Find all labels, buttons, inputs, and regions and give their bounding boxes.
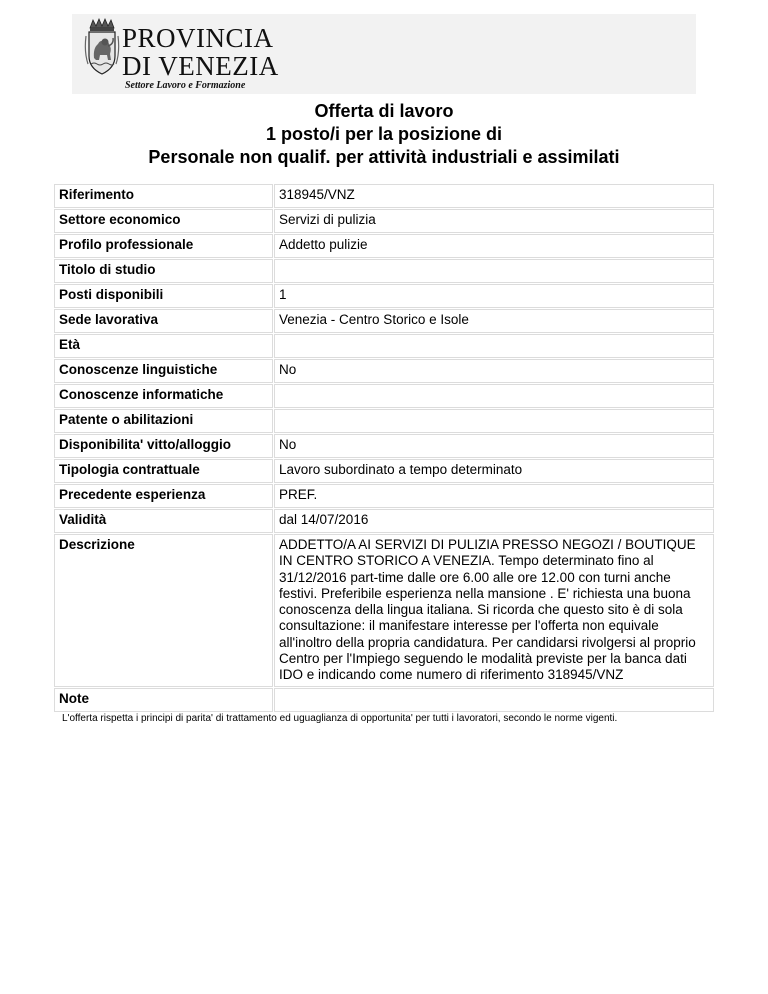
table-row-sede-lavorativa [54, 309, 714, 333]
job-details-table [53, 183, 715, 713]
field-label: Disponibilita' vitto/alloggio [54, 434, 273, 458]
table-row-titolo-di-studio [54, 259, 714, 283]
field-label: Conoscenze linguistiche [54, 359, 273, 383]
field-label: Conoscenze informatiche [54, 384, 273, 408]
equal-opportunity-note: L'offerta rispetta i principi di parita' di trattamento ed uguaglianza di opportunita' per tutti i lavoratori, secondo le norme vigenti. [62, 713, 618, 724]
table-row-note [54, 688, 714, 712]
field-label: Validità [54, 509, 273, 533]
field-value: Addetto pulizie [274, 234, 714, 258]
field-label: Età [54, 334, 273, 358]
table-row-riferimento [54, 184, 714, 208]
table-row-validita [54, 509, 714, 533]
field-label: Riferimento [54, 184, 273, 208]
field-label: Note [54, 688, 273, 712]
table-row-patente-o-abilitazioni [54, 409, 714, 433]
field-label: Patente o abilitazioni [54, 409, 273, 433]
field-label: Sede lavorativa [54, 309, 273, 333]
title-line3: Personale non qualif. per attività industriali e assimilati [148, 147, 620, 167]
table-row-settore-economico [54, 209, 714, 233]
table-row-profilo-professionale [54, 234, 714, 258]
field-value: No [274, 359, 714, 383]
field-value: 318945/VNZ [274, 184, 714, 208]
field-value [274, 384, 714, 408]
title-line2: 1 posto/i per la posizione di [265, 124, 503, 144]
field-value: No [274, 434, 714, 458]
table-row-disponibilita-vitto-alloggio [54, 434, 714, 458]
field-value: Lavoro subordinato a tempo determinato [274, 459, 714, 483]
table-row-eta [54, 334, 714, 358]
field-label: Tipologia contrattuale [54, 459, 273, 483]
field-label: Descrizione [54, 534, 273, 687]
field-value: Servizi di pulizia [274, 209, 714, 233]
field-value: 1 [274, 284, 714, 308]
table-row-posti-disponibili [54, 284, 714, 308]
field-value [274, 688, 714, 712]
organization-subtitle: Settore Lavoro e Formazione [125, 80, 246, 91]
field-value: Venezia - Centro Storico e Isole [274, 309, 714, 333]
field-value [274, 409, 714, 433]
table-row-conoscenze-informatiche [54, 384, 714, 408]
field-label: Profilo professionale [54, 234, 273, 258]
field-label: Posti disponibili [54, 284, 273, 308]
field-value: dal 14/07/2016 [274, 509, 714, 533]
field-label: Precedente esperienza [54, 484, 273, 508]
organization-name [122, 24, 279, 80]
field-label: Settore economico [54, 209, 273, 233]
field-label: Titolo di studio [54, 259, 273, 283]
title-line1: Offerta di lavoro [314, 101, 454, 121]
field-value: PREF. [274, 484, 714, 508]
table-row-descrizione [54, 534, 714, 687]
field-value [274, 334, 714, 358]
venice-lion-crest-icon [84, 18, 120, 78]
page-title [0, 100, 768, 169]
organization-name-line2: DI VENEZIA [122, 51, 279, 81]
table-row-precedente-esperienza [54, 484, 714, 508]
table-row-tipologia-contrattuale [54, 459, 714, 483]
table-row-conoscenze-linguistiche [54, 359, 714, 383]
field-value [274, 259, 714, 283]
field-value-description: ADDETTO/A AI SERVIZI DI PULIZIA PRESSO NEGOZI / BOUTIQUE IN CENTRO STORICO A VENEZIA. Tempo determinato fino al 31/12/2016 part-time dalle ore 6.00 alle ore 12.00 con turni anche festivi. Preferibile esperienza nella mansione . E' richiesta una buona conoscenza della lingua italiana. Si ricorda che questo sito è di sola consultazione: il manifestare interesse per l'offerta non equivale all'inoltro della propria candidatura. Per candidarsi rivolgersi al proprio Centro per l'Impiego seguendo le modalità previste per la banca dati IDO e indicando come numero di riferimento 318945/VNZ [274, 534, 714, 687]
organization-name-line1: PROVINCIA [122, 23, 274, 53]
